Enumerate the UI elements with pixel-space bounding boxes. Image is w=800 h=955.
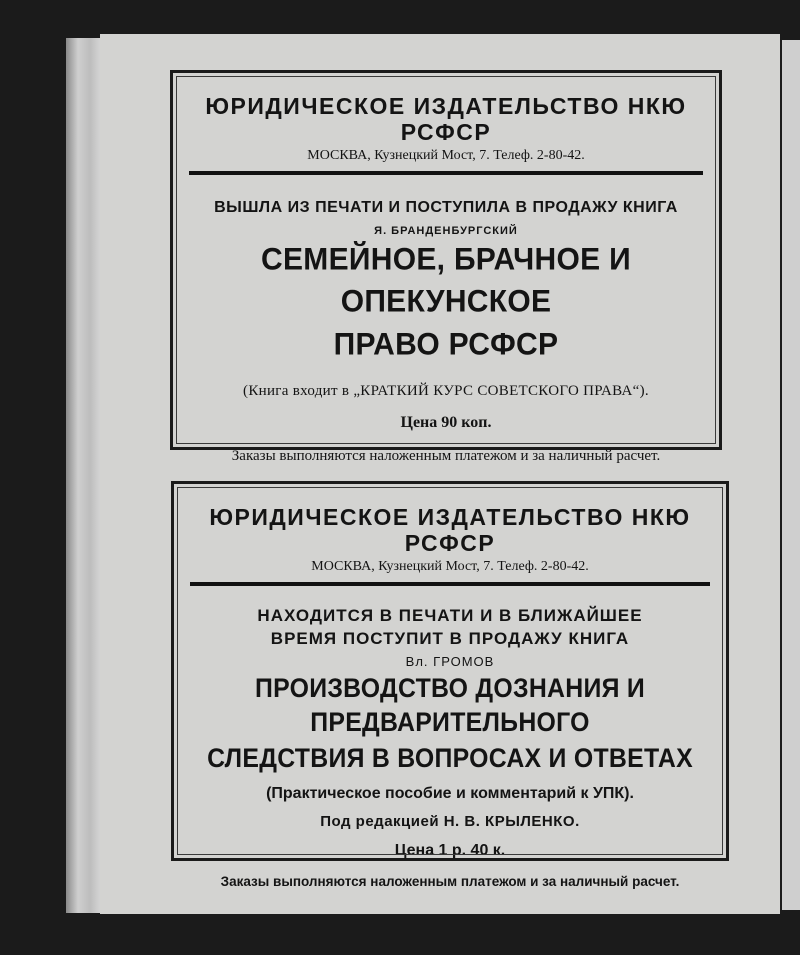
publisher-address: МОСКВА, Кузнецкий Мост, 7. Телеф. 2-80-42. (311, 559, 589, 574)
orders-note: Заказы выполняются наложенным платежом и за наличный расчет. (231, 448, 661, 464)
book-title-line-2: СЛЕДСТВИЯ В ВОПРОСАХ И ОТВЕТАХ (207, 743, 693, 773)
next-page-edge (782, 40, 800, 910)
book-price: Цена 1 р. 40 к. (394, 842, 506, 859)
book-author: Я. БРАНДЕНБУРГСКИЙ (374, 225, 518, 237)
book-title-line-1: СЕМЕЙНОЕ, БРАЧНОЕ И ОПЕКУНСКОЕ (261, 242, 631, 319)
book-editor: Под редакцией Н. В. КРЫЛЕНКО. (320, 813, 580, 830)
publisher-name: ЮРИДИЧЕСКОЕ ИЗДАТЕЛЬСТВО НКЮ РСФСР (209, 504, 691, 556)
book-author: Вл. ГРОМОВ (405, 654, 495, 669)
advertisement-1 (170, 70, 722, 464)
book-subtitle: (Практическое пособие и комментарий к УПК). (266, 785, 634, 802)
book-series: (Книга входит в „КРАТКИЙ КУРС СОВЕТСКОГО ПРАВА“). (243, 383, 649, 399)
advertisement-2 (171, 481, 729, 889)
publisher-address: МОСКВА, Кузнецкий Мост, 7. Телеф. 2-80-42. (307, 148, 585, 163)
announcement-line-2: ВРЕМЯ ПОСТУПИТ В ПРОДАЖУ КНИГА (270, 629, 630, 648)
publisher-name: ЮРИДИЧЕСКОЕ ИЗДАТЕЛЬСТВО НКЮ РСФСР (205, 93, 687, 145)
orders-note: Заказы выполняются наложенным платежом и за наличный расчет. (220, 874, 680, 889)
divider-rule (189, 171, 703, 175)
announcement-line-1: НАХОДИТСЯ В ПЕЧАТИ И В БЛИЖАЙШЕЕ (257, 606, 643, 625)
book-title-line-2: ПРАВО РСФСР (333, 327, 559, 362)
book-title-line-1: ПРОИЗВОДСТВО ДОЗНАНИЯ И ПРЕДВАРИТЕЛЬНОГО (254, 673, 646, 737)
announcement: ВЫШЛА ИЗ ПЕЧАТИ И ПОСТУПИЛА В ПРОДАЖУ КНИГА (214, 199, 678, 216)
book-price: Цена 90 коп. (400, 414, 492, 431)
divider-rule (190, 582, 710, 586)
